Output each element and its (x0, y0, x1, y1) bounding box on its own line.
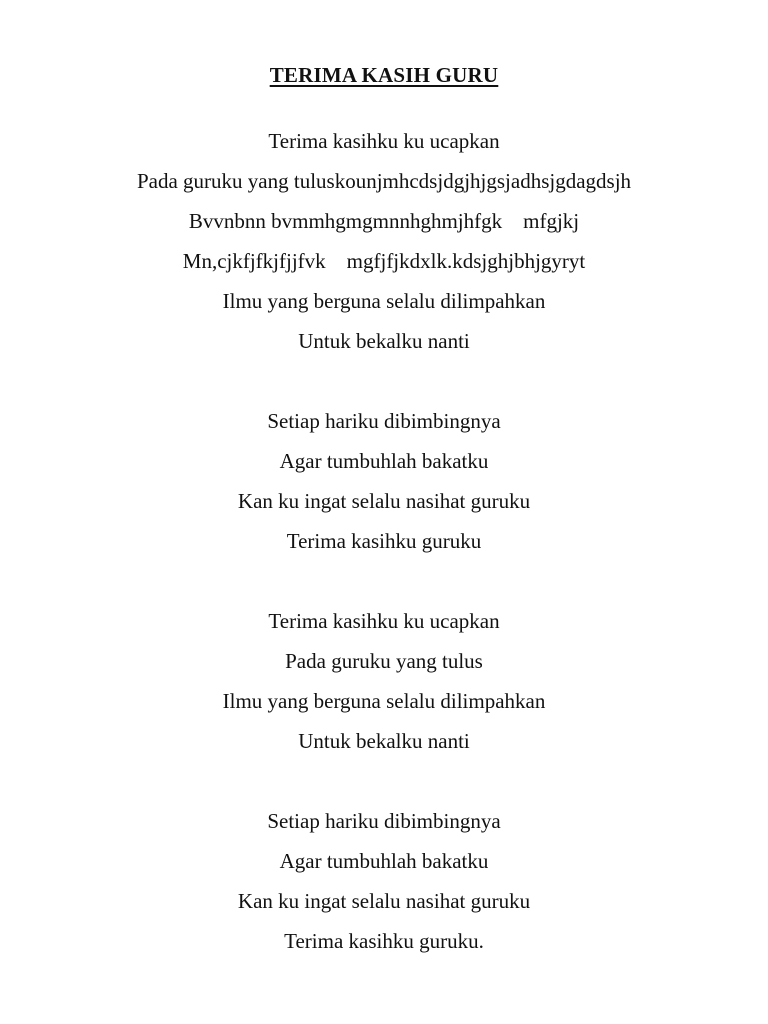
poem-line: Agar tumbuhlah bakatku (279, 449, 489, 473)
poem-line: Setiap hariku dibimbingnya (267, 809, 501, 833)
stanza-2 (0, 401, 768, 561)
poem-line: Terima kasihku ku ucapkan (268, 609, 500, 633)
poem-line: Kan ku ingat selalu nasihat guruku (237, 489, 531, 513)
poem-line: Pada guruku yang tulus (285, 649, 483, 673)
poem-body (0, 121, 768, 1001)
stanza-3 (0, 601, 768, 761)
stanza-1 (0, 121, 768, 361)
poem-line: Ilmu yang berguna selalu dilimpahkan (222, 289, 546, 313)
poem-line: Pada guruku yang tuluskounjmhcdsjdgjhjgsjadhsjgdagdsjh (136, 169, 632, 193)
poem-line: Kan ku ingat selalu nasihat guruku (237, 889, 531, 913)
poem-line: Terima kasihku guruku. (284, 929, 484, 953)
poem-line: Untuk bekalku nanti (298, 329, 470, 353)
poem-line: Terima kasihku guruku (286, 529, 482, 553)
stanza-4 (0, 801, 768, 961)
poem-line: Terima kasihku ku ucapkan (268, 129, 500, 153)
poem-line: Mn,cjkfjfkjfjjfvk mgfjfjkdxlk.kdsjghjbhjgyryt (182, 249, 586, 273)
poem-line: Bvvnbnn bvmmhgmgmnnhghmjhfgk mfgjkj (188, 209, 580, 233)
document-title: TERIMA KASIH GURU (269, 63, 499, 87)
poem-line: Agar tumbuhlah bakatku (279, 849, 489, 873)
poem-line: Setiap hariku dibimbingnya (267, 409, 501, 433)
poem-line: Untuk bekalku nanti (298, 729, 470, 753)
poem-line: Ilmu yang berguna selalu dilimpahkan (222, 689, 546, 713)
